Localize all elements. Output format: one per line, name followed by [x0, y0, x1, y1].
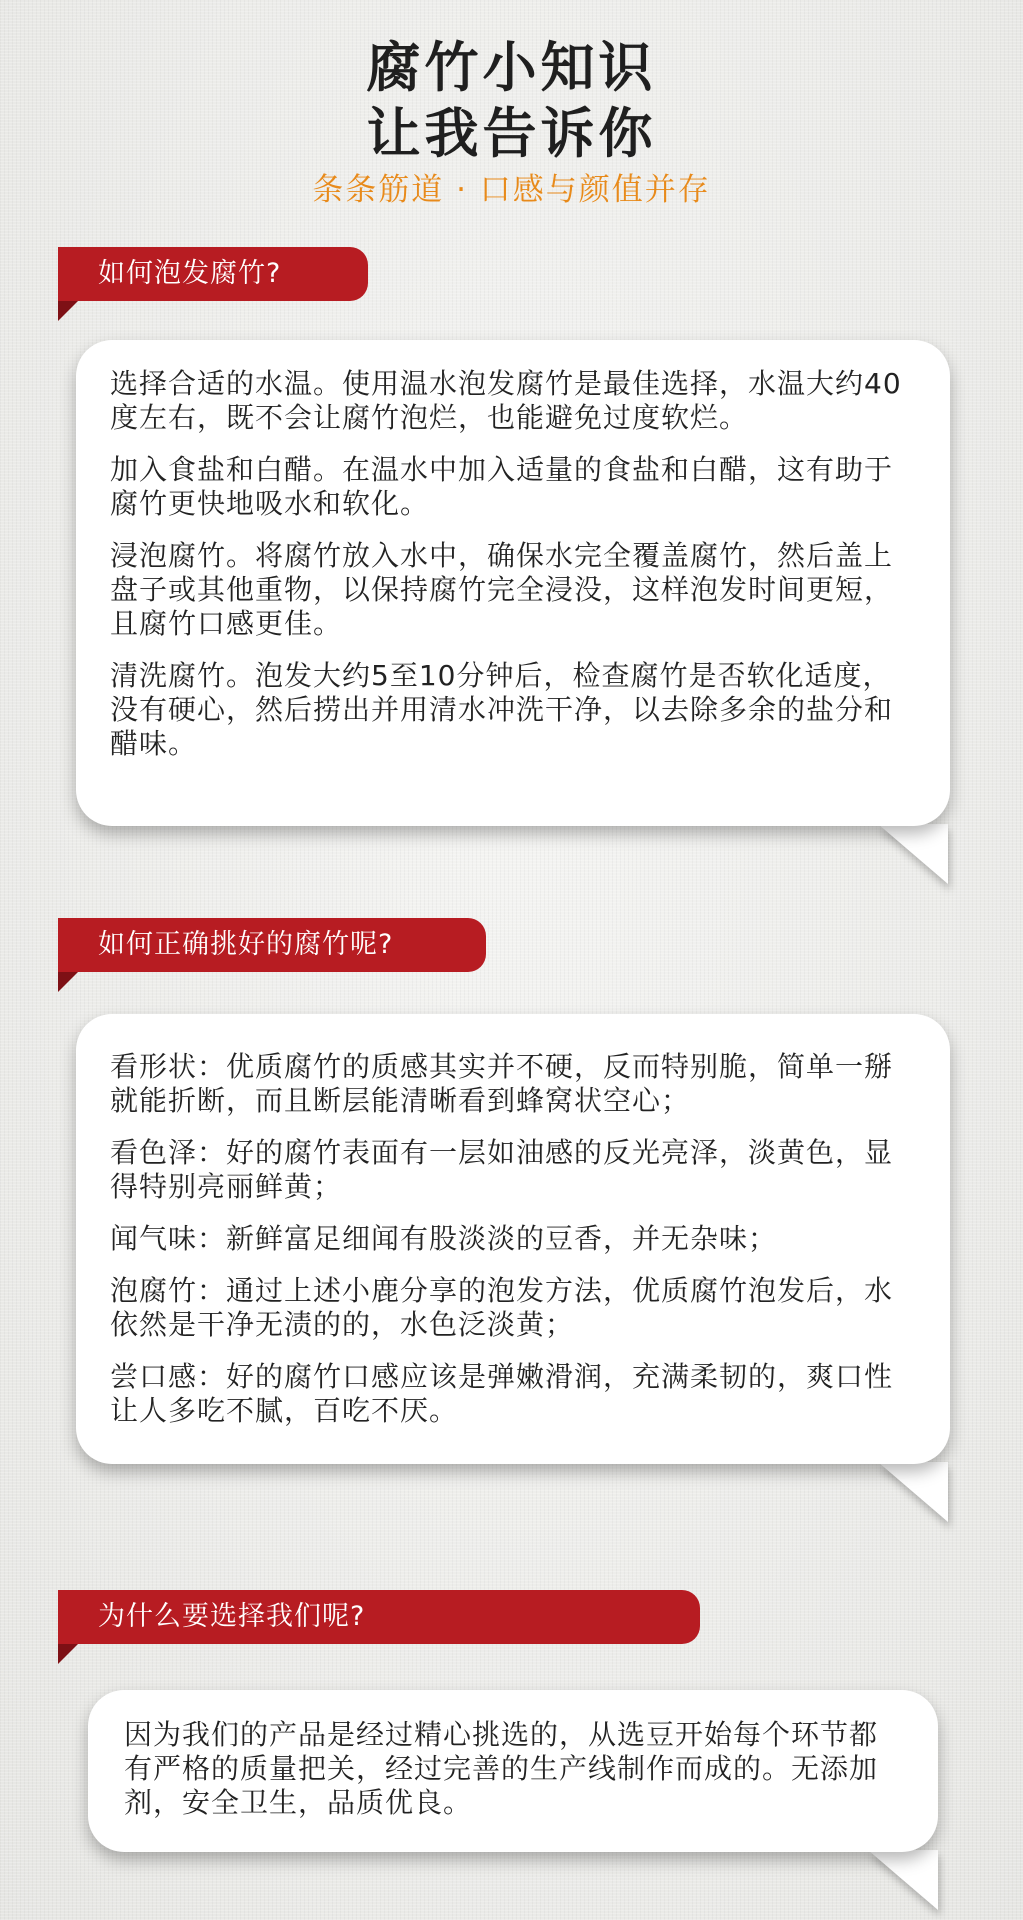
section-tag-choosing [58, 918, 486, 972]
section-tag-label: 为什么要选择我们呢? [98, 1601, 366, 1632]
bubble-tail [878, 1462, 948, 1522]
bubble-tail [868, 1850, 938, 1910]
section-tag-soaking [58, 247, 368, 301]
section-tag-why-us [58, 1590, 700, 1644]
bubble-tail [878, 824, 948, 884]
page-subtitle: 条条筋道 · 口感与颜值并存 [312, 172, 711, 208]
content-bubble-choosing [76, 1014, 950, 1464]
paragraph: 选择合适的水温。使用温水泡发腐竹是最佳选择，水温大约40度左右，既不会让腐竹泡烂，也能避免过度软烂。 [110, 367, 902, 434]
page-title-line-2: 让我告诉你 [366, 102, 657, 165]
content-bubble-soaking [76, 340, 950, 826]
page-title-line-1: 腐竹小知识 [366, 36, 657, 99]
content-bubble-why-us [88, 1690, 938, 1852]
paragraph: 加入食盐和白醋。在温水中加入适量的食盐和白醋，这有助于腐竹更快地吸水和软化。 [110, 453, 894, 520]
section-tag-fold [58, 972, 78, 992]
paragraph: 泡腐竹：通过上述小鹿分享的泡发方法，优质腐竹泡发后，水依然是干净无渍的的，水色泛淡黄； [110, 1274, 894, 1341]
paragraph: 因为我们的产品是经过精心挑选的，从选豆开始每个环节都有严格的质量把关，经过完善的生产线制作而成的。无添加剂，安全卫生，品质优良。 [124, 1718, 879, 1819]
section-tag-label: 如何正确挑好的腐竹呢? [98, 929, 394, 960]
paragraph: 尝口感：好的腐竹口感应该是弹嫩滑润，充满柔韧的，爽口性让人多吃不腻，百吃不厌。 [110, 1360, 894, 1427]
paragraph: 清洗腐竹。泡发大约5至10分钟后，检查腐竹是否软化适度，没有硬心，然后捞出并用清水冲洗干净，以去除多余的盐分和醋味。 [110, 659, 894, 760]
paragraph: 看色泽：好的腐竹表面有一层如油感的反光亮泽，淡黄色，显得特别亮丽鲜黄； [110, 1136, 894, 1203]
paragraph: 闻气味：新鲜富足细闻有股淡淡的豆香，并无杂味； [110, 1222, 778, 1255]
section-tag-fold [58, 1644, 78, 1664]
paragraph: 看形状：优质腐竹的质感其实并不硬，反而特别脆，简单一掰就能折断，而且断层能清晰看到蜂窝状空心； [110, 1050, 894, 1117]
section-tag-fold [58, 301, 78, 321]
paragraph: 浸泡腐竹。将腐竹放入水中，确保水完全覆盖腐竹，然后盖上盘子或其他重物，以保持腐竹完全浸没，这样泡发时间更短，且腐竹口感更佳。 [110, 539, 894, 640]
section-tag-label: 如何泡发腐竹? [98, 258, 282, 289]
